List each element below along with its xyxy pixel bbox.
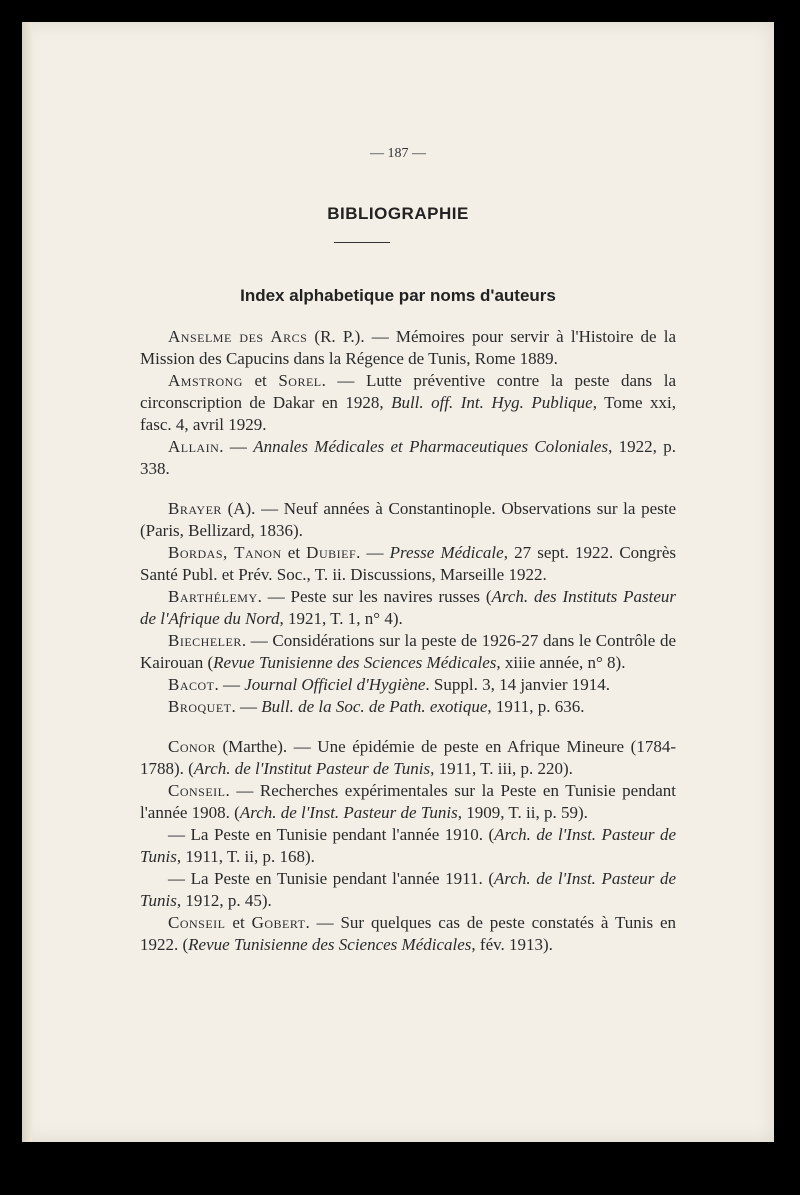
bibliography-entry (140, 674, 676, 696)
subtitle: Index alphabetique par noms d'auteurs (240, 286, 556, 305)
bibliography-list (140, 326, 676, 956)
bibliography-entry (140, 780, 676, 824)
entry-details: , 1911, T. iii, p. 220). (430, 759, 573, 778)
entry-source: Bull. off. Int. Hyg. Publique (391, 393, 593, 412)
entry-details: , 1911, T. ii, p. 168). (176, 847, 315, 866)
entry-text: (A). — Neuf années à Constantinople. Observations sur la peste (Paris, Bellizard, 1836). (140, 499, 676, 540)
entry-author: Conor (168, 737, 216, 756)
entry-text: et (225, 913, 252, 932)
entry-source: Bull. de la Soc. de Path. exotique (261, 697, 488, 716)
bibliography-entry (140, 912, 676, 956)
bibliography-entry (140, 436, 676, 480)
entry-text: . — (231, 697, 262, 716)
entry-details: , 27 sept. 1922. Congrès Santé Publ. et Prév. Soc., T. ii. Discussions, Marseille 1922. (140, 543, 677, 584)
entry-text: . — (356, 543, 390, 562)
bibliography-entry (140, 824, 676, 868)
entry-text: . — Lutte préventive contre la peste dans la circonscription de Dakar en 1928, (140, 371, 676, 412)
entry-author: Amstrong (168, 371, 243, 390)
entry-details: . Suppl. 3, 14 janvier 1914. (425, 675, 611, 694)
entry-author: Dubief (306, 543, 357, 562)
entry-details: , xiiie année, n° 8). (496, 653, 626, 672)
entry-text: — La Peste en Tunisie pendant l'année 1911. ( (168, 869, 494, 888)
page-number: — 187 — (370, 146, 426, 161)
entry-author: Barthélemy (168, 587, 258, 606)
entry-details: , 1922, p. 338. (140, 437, 676, 478)
entry-source: Revue Tunisienne des Sciences Médicales (188, 935, 472, 954)
entry-author: Gobert (251, 913, 306, 932)
entry-text: . — Recherches expérimentales sur la Peste en Tunisie pendant l'année 1908. ( (140, 781, 676, 822)
bibliography-entry (140, 542, 676, 586)
entry-author: Conseil (168, 913, 226, 932)
page-spine (22, 22, 32, 1142)
entry-source: Arch. de l'Inst. Pasteur de Tunis (239, 803, 458, 822)
entry-source: Arch. des Instituts Pasteur de l'Afrique du Nord (140, 587, 676, 628)
bibliography-entry (140, 630, 676, 674)
entry-author: Conseil (168, 781, 226, 800)
entry-details: , fév. 1913). (471, 935, 553, 954)
entry-details: , 1911, p. 636. (487, 697, 585, 716)
bibliography-entry (140, 326, 676, 370)
entry-source: Arch. de l'Inst. Pasteur de Tunis (140, 825, 677, 866)
entry-source: Arch. de l'Institut Pasteur de Tunis (193, 759, 431, 778)
entry-author: Sorel (278, 371, 322, 390)
entry-details: , 1912, p. 45). (176, 891, 272, 910)
entry-author: Bordas, Tanon (168, 543, 282, 562)
entry-text: et (281, 543, 307, 562)
entry-source: Journal Officiel d'Hygiène (244, 675, 426, 694)
entry-text: — La Peste en Tunisie pendant l'année 1910. ( (168, 825, 495, 844)
document-page (22, 22, 774, 1142)
entry-text: et (242, 371, 279, 390)
bibliography-entry (140, 696, 676, 718)
entry-author: Biecheler (168, 631, 242, 650)
entry-text: . — Considérations sur la peste de 1926-27 dans le Contrôle de Kairouan ( (140, 631, 676, 672)
entry-details: , 1921, T. 1, n° 4). (279, 609, 403, 628)
bibliography-entry (140, 498, 676, 542)
bibliography-entry (140, 868, 676, 912)
entry-text: (Marthe). — Une épidémie de peste en Afrique Mineure (1784-1788). ( (140, 737, 676, 778)
entry-source: Presse Médicale (389, 543, 504, 562)
entry-text: . — (214, 675, 245, 694)
entry-author: Bacot (168, 675, 215, 694)
section-title: BIBLIOGRAPHIE (327, 204, 469, 223)
bibliography-entry (140, 736, 676, 780)
entry-author: Brayer (168, 499, 222, 518)
entry-author: Anselme des Arcs (168, 327, 308, 346)
entry-author: Allain (168, 437, 220, 456)
entry-source: Annales Médicales et Pharmaceutiques Coloniales (253, 437, 609, 456)
entry-details: , Tome xxi, fasc. 4, avril 1929. (140, 393, 677, 434)
entry-author: Broquet (168, 697, 232, 716)
bibliography-entry (140, 586, 676, 630)
entry-text: . — (219, 437, 254, 456)
entry-source: Arch. de l'Inst. Pasteur de Tunis (140, 869, 676, 910)
entry-text: (R. P.). — Mémoires pour servir à l'Histoire de la Mission des Capucins dans la Régence de Tunis, Rome 1889. (140, 327, 676, 368)
entry-source: Revue Tunisienne des Sciences Médicales (213, 653, 497, 672)
title-rule (334, 242, 390, 243)
entry-details: , 1909, T. ii, p. 59). (457, 803, 588, 822)
bibliography-entry (140, 370, 676, 436)
entry-text: . — Sur quelques cas de peste constatés à Tunis en 1922. ( (140, 913, 676, 954)
entry-text: . — Peste sur les navires russes ( (257, 587, 492, 606)
